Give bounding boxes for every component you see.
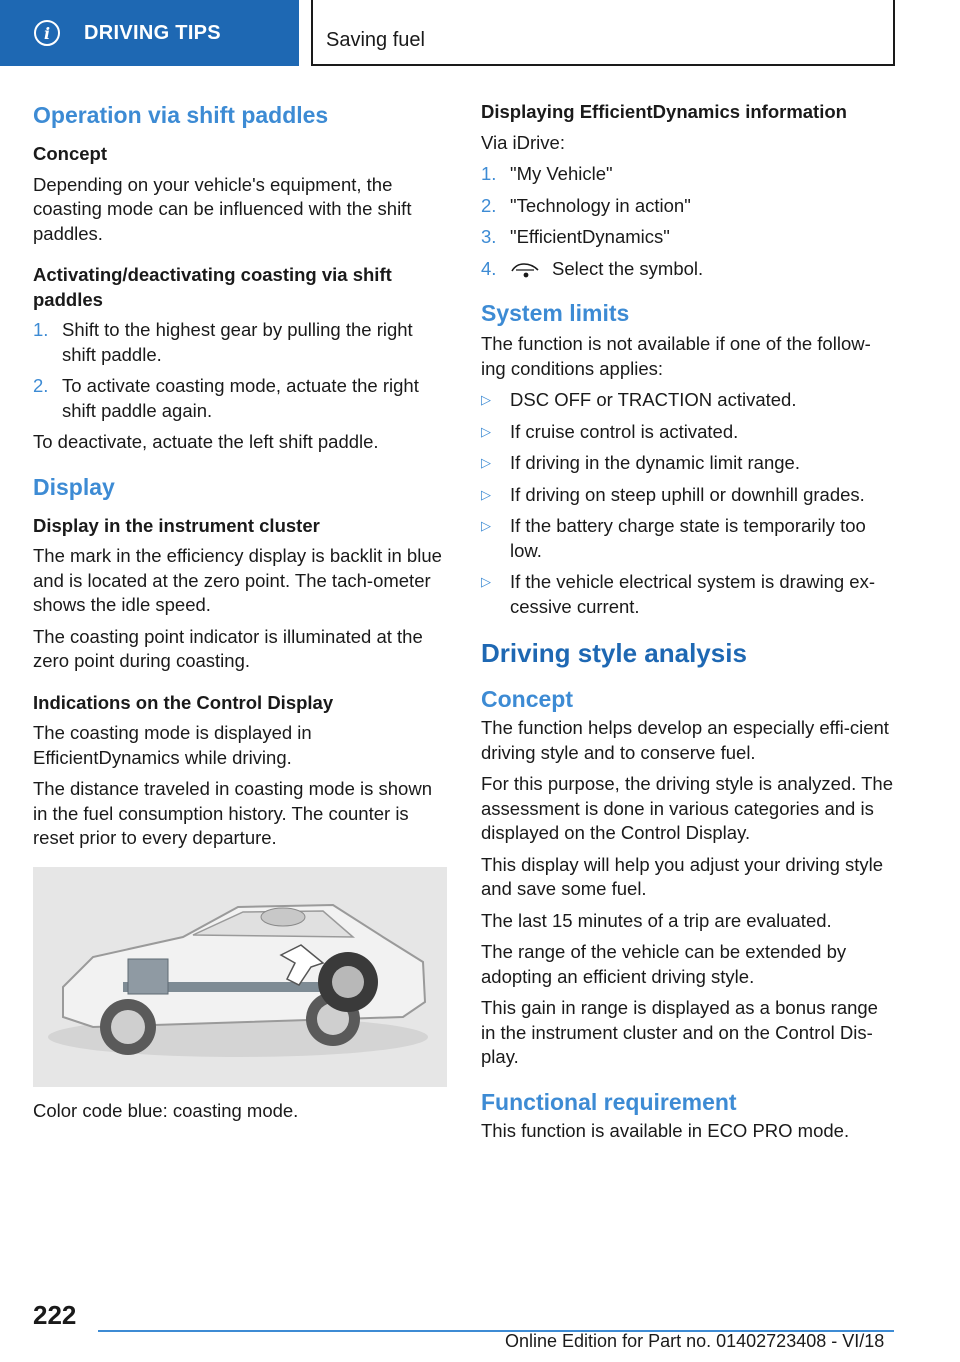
step-text: "My Vehicle" <box>510 163 613 184</box>
step-number: 4. <box>481 257 497 279</box>
step-text: "EfficientDynamics" <box>510 226 670 247</box>
menu-steps-list <box>481 162 894 281</box>
deactivate-text: To deactivate, actuate the left shift paddle. <box>33 431 379 452</box>
heading-shift-paddles: Operation via shift paddles <box>33 102 329 128</box>
triangle-bullet-icon: ▷ <box>481 423 491 439</box>
heading-system-limits: System limits <box>481 300 630 326</box>
list-item <box>33 374 447 423</box>
header-divider-right <box>893 0 895 66</box>
triangle-bullet-icon: ▷ <box>481 455 491 470</box>
limits-list <box>481 388 894 619</box>
heading-functional-requirement: Functional requirement <box>481 1088 737 1115</box>
header-underline <box>311 64 895 66</box>
section-title: Saving fuel <box>326 29 425 51</box>
step-text: "Technology in action" <box>510 194 691 216</box>
concept-text: Depending on your vehicle's equipment, the coasting mode can be influenced with the shift paddles. <box>33 173 412 244</box>
subheading-efficientdynamics: Displaying EfficientDynamics information <box>481 101 847 122</box>
step-text: Shift to the highest gear by pulling the right shift paddle. <box>62 319 413 365</box>
info-icon: i <box>34 20 60 46</box>
triangle-bullet-icon: ▷ <box>481 486 491 502</box>
list-item: ▷ DSC OFF or TRACTION activated. <box>481 388 894 413</box>
list-item <box>481 257 894 282</box>
list-item <box>481 162 894 187</box>
cluster-paragraph-2: The coasting point indicator is illuminated at the zero point during coasting. <box>33 625 423 671</box>
left-column <box>33 100 447 1130</box>
cd-paragraph-1: The coasting mode is displayed in EfficientDynamics while driving. <box>33 722 312 768</box>
idrive-intro: Via iDrive: <box>481 131 565 153</box>
list-item <box>33 318 447 367</box>
triangle-bullet-icon: ▷ <box>481 574 491 589</box>
concept-paragraph-1: The function helps develop an especially effi-cient driving style and to conserve fuel. <box>481 717 889 763</box>
step-number: 2. <box>33 375 49 396</box>
step-text: To activate coasting mode, actuate the right shift paddle again. <box>62 375 419 421</box>
chapter-tab <box>0 0 299 66</box>
requirement-text: This function is available in ECO PRO mode. <box>481 1119 850 1141</box>
car-illustration <box>33 867 447 1087</box>
header-divider-left <box>311 0 313 66</box>
concept-paragraph-2: For this purpose, the driving style is analyzed. The assessment is done in various categories and is displayed on the Control Display. <box>481 773 894 843</box>
subheading-concept: Concept <box>33 143 107 164</box>
list-item: ▷ If driving on steep uphill or downhill grades. <box>481 483 894 508</box>
list-item <box>481 194 894 219</box>
concept-paragraph-6: This gain in range is displayed as a bonus range in the instrument cluster and on the Control Dis-play. <box>481 997 878 1067</box>
concept-paragraph-5: The range of the vehicle can be extended by adopting an efficient driving style. <box>481 941 847 987</box>
step-text: Select the symbol. <box>552 257 704 279</box>
list-item: ▷ If driving in the dynamic limit range. <box>481 451 894 476</box>
figure-caption: Color code blue: coasting mode. <box>33 1099 299 1121</box>
cluster-paragraph-1: The mark in the efficiency display is backlit in blue and is located at the zero point. The tach-ometer shows the idle speed. <box>33 545 442 615</box>
step-number: 1. <box>481 163 497 184</box>
list-item: ▷ If cruise control is activated. <box>481 420 894 445</box>
car-coasting-icon <box>510 261 540 279</box>
heading-driving-style-analysis: Driving style analysis <box>481 638 747 668</box>
triangle-bullet-icon: ▷ <box>481 392 491 407</box>
step-number: 1. <box>33 319 49 340</box>
heading-concept: Concept <box>481 686 573 712</box>
subheading-instrument-cluster: Display in the instrument cluster <box>33 514 320 536</box>
list-item <box>481 225 894 250</box>
concept-paragraph-4: The last 15 minutes of a trip are evaluated. <box>481 909 832 931</box>
heading-display: Display <box>33 473 115 500</box>
subheading-control-display: Indications on the Control Display <box>33 691 334 713</box>
limits-intro: The function is not available if one of the follow-ing conditions applies: <box>481 333 871 379</box>
steps-list <box>33 318 447 423</box>
chapter-title: DRIVING TIPS <box>84 21 221 44</box>
step-number: 2. <box>481 194 497 216</box>
triangle-bullet-icon: ▷ <box>481 518 491 533</box>
step-number: 3. <box>481 226 497 247</box>
subheading-activating: Activating/deactivating coasting via shift paddles <box>33 264 392 310</box>
list-item: ▷ If the battery charge state is temporarily too low. <box>481 514 894 563</box>
page-number: 222 <box>33 1300 77 1330</box>
list-item: ▷ If the vehicle electrical system is drawing ex-cessive current. <box>481 570 894 619</box>
edition-text: Online Edition for Part no. 01402723408 - VI/18 <box>505 1331 885 1351</box>
right-column <box>481 100 894 1150</box>
concept-paragraph-3: This display will help you adjust your driving style and save some fuel. <box>481 853 884 899</box>
cd-paragraph-2: The distance traveled in coasting mode is shown in the fuel consumption history. The counter is reset prior to every departure. <box>33 778 432 848</box>
